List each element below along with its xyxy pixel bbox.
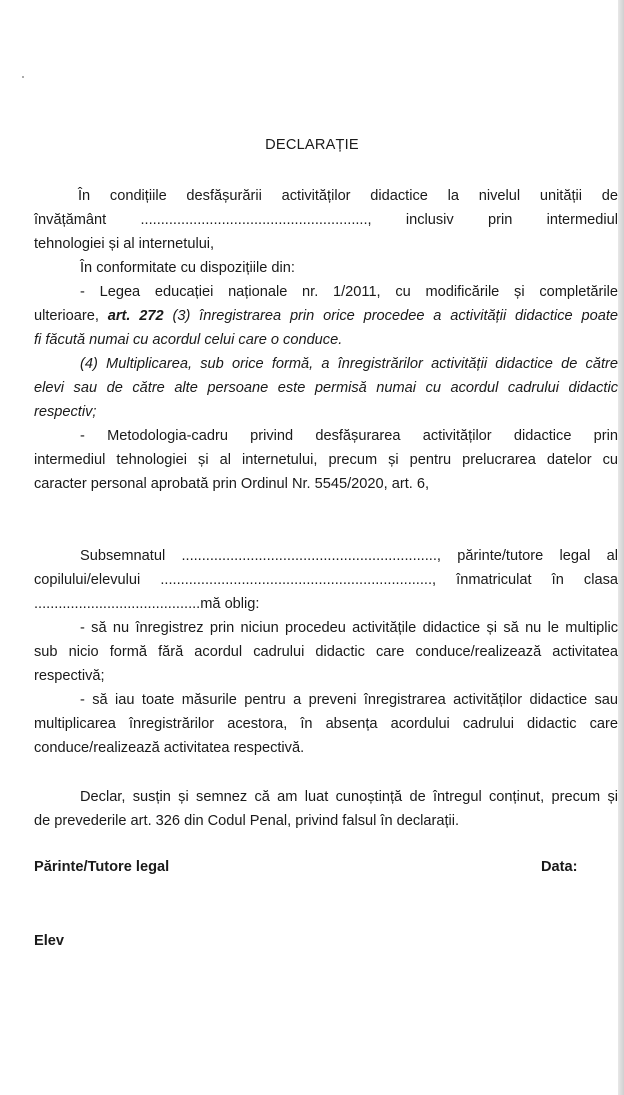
intro-line-3: tehnologiei și al internetului, [34, 236, 215, 252]
multiplication-line-3: respectiv; [34, 404, 97, 420]
law-line-1: - Legea educației naționale nr. 1/2011, cu modificările și completările [80, 284, 618, 300]
multiplication-line-1: (4) Multiplicarea, sub orice formă, a înregistrărilor activității didactice de către [80, 356, 618, 372]
intro-line-2: învățământ ........................................................, inclusiv prin intermediul [34, 212, 618, 228]
methodology-line-1: - Metodologia-cadru privind desfășurarea activităților didactice prin [80, 428, 618, 444]
law-line-2 [34, 306, 618, 326]
undersigned-line-2: copilului/elevului ..................................................................., înmatriculat în clasa [34, 572, 618, 588]
obligation-2-line-3: conduce/realizează activitatea respectivă. [34, 740, 305, 756]
law-line-3: fi făcută numai cu acordul celui care o conduce. [34, 332, 343, 348]
scan-speck [22, 76, 24, 78]
conformity-line: În conformitate cu dispozițiile din: [80, 260, 295, 276]
parent-signature-label: Părinte/Tutore legal [34, 859, 170, 875]
obligation-2-line-1: - să iau toate măsurile pentru a preveni înregistrarea activităților didactice sau [80, 692, 618, 708]
law-line-2-normal: ulterioare, [34, 308, 108, 324]
document-title: DECLARAȚIE [265, 137, 359, 153]
declaration-line-1: Declar, susțin și semnez că am luat cunoștință de întregul conținut, precum și [80, 789, 618, 805]
student-signature-label: Elev [34, 933, 65, 949]
methodology-line-2: intermediul tehnologiei și al internetului, precum și pentru prelucrarea datelor cu [34, 452, 618, 468]
undersigned-line-3: .........................................mă oblig: [34, 596, 260, 612]
obligation-2-line-2: multiplicarea înregistrărilor acestora, în absența acordului cadrului didactic care [34, 716, 618, 732]
obligation-1-line-2: sub nicio formă fără acordul cadrului didactic care conduce/realizează activitatea [34, 644, 618, 660]
law-line-2-italic: (3) înregistrarea prin orice procedee a activității didactice poate [163, 308, 618, 324]
declaration-line-2: de prevederile art. 326 din Codul Penal, privind falsul în declarații. [34, 813, 460, 829]
date-label: Data: [541, 859, 578, 875]
multiplication-line-2: elevi sau de către alte persoane este permisă numai cu acordul cadrului didactic [34, 380, 618, 396]
page-edge [618, 0, 624, 1095]
undersigned-line-1: Subsemnatul ..............................................................., părinte/tutore legal al [80, 548, 618, 564]
methodology-line-3: caracter personal aprobată prin Ordinul Nr. 5545/2020, art. 6, [34, 476, 430, 492]
article-272-ref: art. 272 [107, 308, 164, 324]
obligation-1-line-3: respectivă; [34, 668, 105, 684]
obligation-1-line-1: - să nu înregistrez prin niciun procedeu activitățile didactice și să nu le multiplic [80, 620, 618, 636]
intro-line-1: În condițiile desfășurării activităților didactice la nivelul unității de [78, 188, 618, 204]
